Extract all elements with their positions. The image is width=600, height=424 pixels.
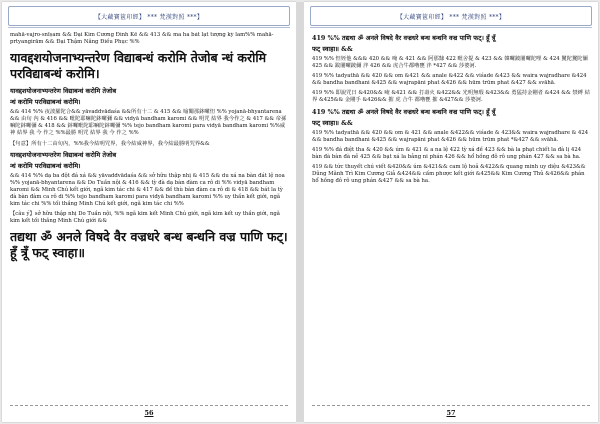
text-paragraph: 【câu ý】sở hữu thập nhị Do Tuần nội, %% ngã kim kết Minh Chú giới, ngã kim kết uy thần giới, ngã kim kết tối thắng Minh Chú giới && [10, 211, 280, 225]
sanskrit-line: फट् स्वाहा॥ && [312, 118, 353, 127]
text-paragraph: 【句意】所有十二由旬內，%%我今結明咒界，我今結威神界，我今結最勝明咒界&& [10, 140, 210, 147]
text-paragraph: 419 %% tadyathā && 420 && om & 421 && anale &422&& viśade & 423&& waira wajradhare & 424 && bandha bandhani &425 && wajrapāni phat &426 && hūm trūm phat *&427 && svāhā. [312, 129, 589, 143]
sanskrit-line: फट् स्वाहा॥ && [312, 45, 353, 53]
footer-rule [10, 405, 288, 406]
book-gutter [297, 2, 303, 422]
text-paragraph: && 414 %% dạ ba đột đá xá && yāvaddvādaśa && sở hữu thập nhị & 415 && du xá na bàn đát lệ noa %% yojanā-bhyantarena && Do Tuần nội & 416 && tỳ đà dạ bàn đàm ca rô di %% vidyā bandham karomi && Minh Chú kết giới, ngã kim tác chi & 417 && đế thù bàn đàm ca rô di & 418 && bát la tỳ đà bàn đàm ca rô di %% tejo bandham karomi para vidyā bandham karomi %% uy thần kết giới, ngã kim tác chi %% tối thắng Minh Chú kết giới, ngã kim tác chi %% [10, 172, 285, 208]
sanskrit-verse: तद्यथा ॐ अनले विषदे वैर वज्रधरे बन्ध बन्धनि वज्र पाणि फट्। हूँ त्रूँ फट् स्वाहा॥ [10, 229, 288, 261]
text-paragraph: 419 %% 即說咒曰 &420&& 唵 &421 && 打壽火 &422&& 光明無瑕 &423&& 勇猛持金剛者 &424 && 禁縛 結界 &425&& 金剛手 &426&& 摧 虎 合牛 都嚕甕 摧 &427&& 莎婆訶. [312, 90, 590, 104]
text-paragraph: 419 %% 怛姪他 &&& 420 && 唵 & 421 && 阿那隸 422 毗舍提 & 423 && 韓囉跛闍囉陀哩 & 424 鬘陀鬘陀儞 425 && 跋闍囉跛儞 泮 426 && 虎合牛都嚕甕 泮 *427 && 莎婆訶. [312, 56, 588, 70]
sanskrit-line: 419 %% तद्यथा ॐ अनले विषदे वैर वज्रधरे बन्ध बन्धनि वज्र पाणि फट्। हूँ त्रूँ [312, 107, 496, 116]
text-paragraph: 419 && tức thuyết chú viết &420&& úm &421&& cam lộ hoả &422&& quang minh uy diệu &423&& Dũng Mãnh Trì Kim Cương Giả &424&& cấm phược kết giới &425&& Kim Cương Thủ &426&& phán hổ hồng đô rô ung phán &427 && sa bà ha. [312, 163, 586, 185]
sanskrit-line: 419 %% तद्यथा ॐ अनले विषदे वैर वज्रधरे बन्ध बन्धनि वज्र पाणि फट्। हूँ त्रूँ [312, 34, 496, 42]
sanskrit-line: यावद्दशयोजनाभ्यन्तरेण विद्याबन्धं करोमि तेजोब [10, 87, 117, 96]
page-number: 57 [446, 409, 456, 417]
running-header: 【大藏寶篋印經】 *** 梵漢對照 ***】 [310, 6, 592, 26]
page-body [312, 32, 590, 396]
text-paragraph: 419 %% đá điệt tha & 420 && úm & 421 & a na lệ 422 tỳ xá đề 423 && bà la phạt chiết la đà lị 424 bàn đà bàn đà nễ 425 && bạt xá la bảng ni phán 426 && hổ hồng đô rô ung phán 427 && sa bà ha. [312, 146, 582, 160]
sanskrit-line: न्धं करोमि परविद्याबन्धं करोमि। [10, 161, 81, 170]
text-paragraph: mahā-vajro-snīṣam && Đại Kim Cương Đỉnh Kế && 413 && ma ha bát lạt tượng kỳ lam%% mahā-prtyangirām && Đại Thậm Năng Điều Phục %% [10, 32, 274, 46]
running-header: 【大藏寶篋印經】 *** 梵漢對照 ***】 [8, 6, 290, 26]
header-rule [8, 27, 290, 28]
sanskrit-line: यावद्दशयोजनाभ्यन्तरेण विद्याबन्धं करोमि तेजोब [10, 150, 117, 159]
header-rule [310, 27, 592, 28]
page-body [10, 32, 288, 396]
page-number: 56 [144, 409, 154, 417]
sanskrit-line: न्धं करोमि परविद्याबन्धं करोमि। [10, 98, 81, 107]
footer-rule [312, 405, 590, 406]
left-page [2, 2, 296, 422]
sanskrit-verse: यावद्दशयोजनाभ्यन्तरेण विद्याबन्धं करोमि तेजोब न्धं करोमि परविद्याबन्धं करोमि। [10, 50, 267, 82]
right-page [304, 2, 598, 422]
text-paragraph: && 414 %% 夜波羅陀合&& yāvaddvādaśa &&所有十二 & 415 && 喻闡那鉢囉怛 %% yojanā-bhyantarena && 由旬 內 & 416 && 毗陀耶嘛陀鉢囉彌 && vidyā bandham karomi && 明咒 結界 我今作之 & 417 && 帝孫嘛陀鉢囉彌 & 418 && 鉢囉毗陀耶嘛陀鉢囉彌 %% tejo bandham karomi para vidyā bandham karomi %%威神 結界 我 今 作之 %%最勝 明咒 結界 我 今 作之 %% [10, 109, 287, 137]
text-paragraph: 419 %% tadyathā && 420 && om &421 && anale &422 && viśade &423 && waira wajradhare &424 && bandha bandhani &425 && wajrapāni phat &426 && hūm trūm phat &427 && svāhā. [312, 73, 587, 87]
